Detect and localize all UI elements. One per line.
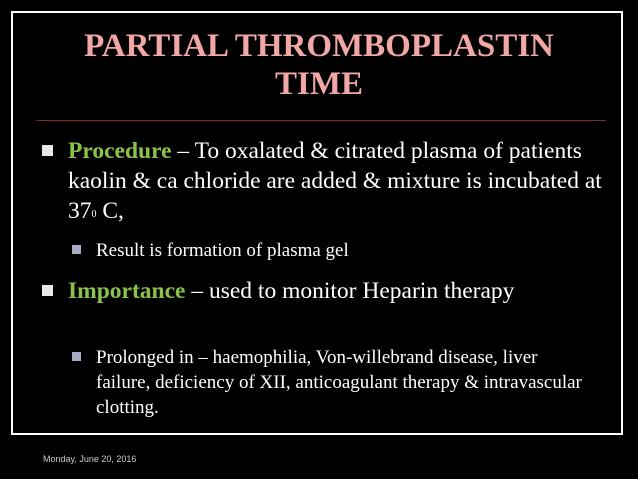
sub-bullet-result — [72, 238, 592, 263]
bullet-procedure — [42, 136, 602, 226]
footer-date: Monday, June 20, 2016 — [43, 454, 137, 464]
square-bullet-icon — [72, 352, 81, 361]
importance-text: – used to monitor Heparin therapy — [185, 278, 515, 304]
square-bullet-icon — [42, 145, 53, 156]
square-bullet-icon — [42, 285, 53, 296]
bullet-text — [42, 136, 602, 226]
importance-label: Importance — [68, 278, 186, 304]
result-text: Result is formation of plasma gel — [96, 240, 349, 261]
title-line-1: PARTIAL THROMBOPLASTIN — [84, 28, 554, 64]
procedure-text-after: C, — [96, 198, 124, 224]
degree-superscript: 0 — [91, 209, 97, 220]
slide-title — [0, 27, 638, 103]
title-divider — [36, 120, 606, 121]
bullet-text — [42, 276, 602, 306]
square-bullet-icon — [72, 245, 81, 254]
bullet-importance — [42, 276, 602, 306]
prolonged-text: Prolonged in – haemophilia, Von-willebrand disease, liver failure, deficiency of XII, anticoagulant therapy & intravascular clotting. — [96, 347, 582, 418]
sub-bullet-prolonged — [72, 345, 592, 420]
title-line-2: TIME — [274, 66, 363, 102]
procedure-text: – To oxalated & citrated plasma of patients kaolin & ca chloride are added & mixture is incubated at 37 — [68, 138, 602, 224]
procedure-label: Procedure — [68, 138, 172, 164]
